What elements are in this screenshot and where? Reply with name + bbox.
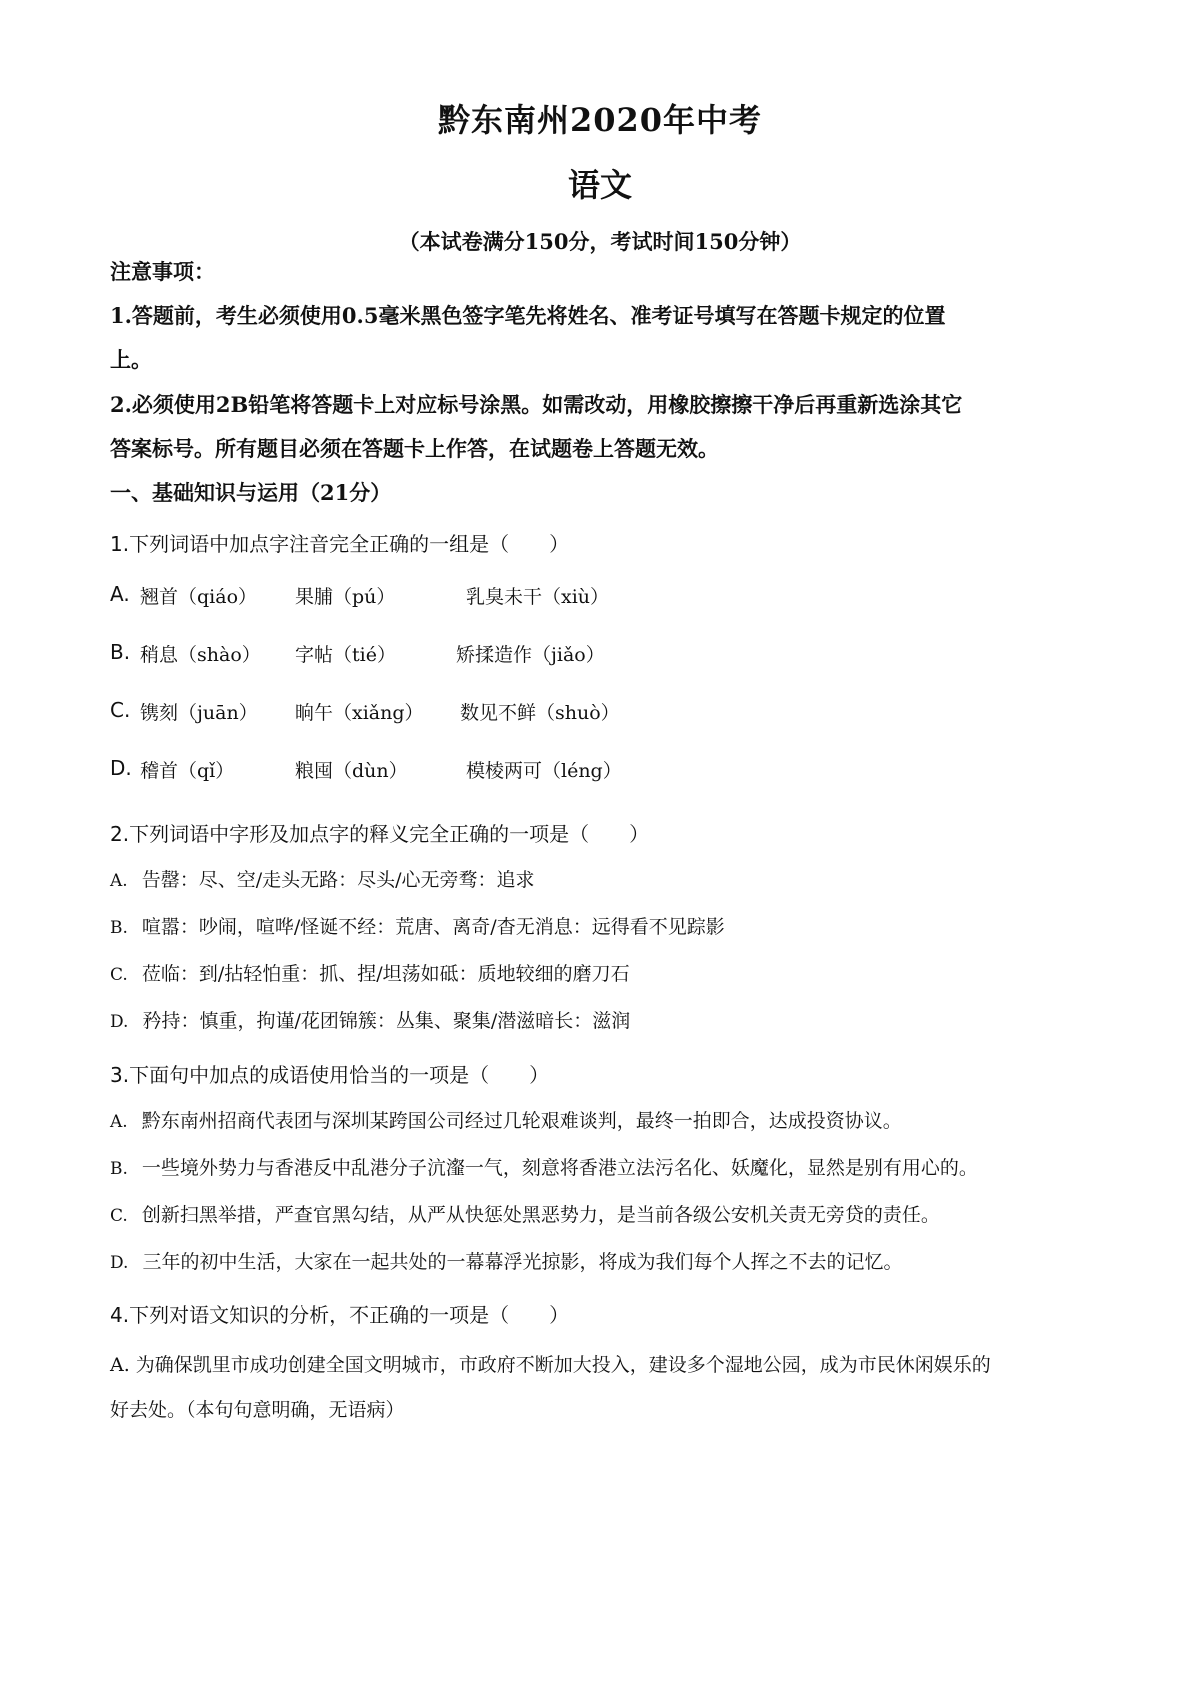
option-text: 三年的初中生活，大家在一起共处的一幕幕浮光掠影，将成为我们每个人挥之不去的记忆。: [142, 1251, 903, 1273]
question-4-option-a-line-2: 好去处。（本句句意明确，无语病）: [110, 1399, 405, 1421]
option-letter: B.: [110, 918, 128, 938]
instruction-2-line-2: 答案标号。所有题目必须在答题卡上作答，在试题卷上答题无效。: [110, 436, 719, 461]
instruction-1-line-2: 上。: [110, 347, 152, 372]
option-text: 黔东南州招商代表团与深圳某跨国公司经过几轮艰难谈判，最终一拍即合，达成投资协议。: [141, 1110, 902, 1132]
option-word-3: 乳臭未干（xiù）: [466, 586, 610, 608]
option-text: 告罄：尽、空/走头无路：尽头/心无旁骛：追求: [141, 869, 535, 891]
option-text: 莅临：到/拈轻怕重：抓、捏/坦荡如砥：质地较细的磨刀石: [141, 963, 630, 985]
question-2-option-d: [110, 1006, 630, 1033]
option-letter: C.: [110, 698, 131, 722]
question-3-option-c: [110, 1200, 940, 1227]
section-heading: 一、基础知识与运用（21分）: [110, 480, 392, 505]
option-letter: D.: [110, 1253, 129, 1273]
instructions-heading: 注意事项：: [110, 259, 215, 284]
option-word-1: 镌刻（juān）: [140, 702, 258, 724]
option-word-3: 模棱两可（léng）: [466, 760, 622, 782]
instruction-1-line-1: 1.答题前，考生必须使用0.5毫米黑色签字笔先将姓名、准考证号填写在答题卡规定的位置: [110, 303, 946, 328]
question-1-stem: 1.下列词语中加点字注音完全正确的一组是（ ）: [110, 532, 570, 556]
exam-title: 黔东南州2020年中考: [437, 101, 763, 139]
question-2-option-b: [110, 912, 725, 939]
question-3-option-b: [110, 1153, 978, 1180]
option-text: 喧嚣：吵闹，喧哗/怪诞不经：荒唐、离奇/杳无消息：远得看不见踪影: [141, 916, 725, 938]
option-word-1: 稽首（qǐ）: [140, 760, 235, 782]
option-letter: D.: [110, 1012, 129, 1032]
option-word-3: 数见不鲜（shuò）: [460, 702, 620, 724]
option-letter: D.: [110, 756, 132, 780]
exam-note: （本试卷满分150分，考试时间150分钟）: [398, 229, 802, 254]
option-letter: C.: [110, 1206, 128, 1226]
option-letter: B.: [110, 1159, 128, 1179]
option-text: 一些境外势力与香港反中乱港分子沆瀣一气，刻意将香港立法污名化、妖魔化，显然是别有用心的。: [141, 1157, 978, 1179]
option-letter: A.: [110, 871, 128, 891]
option-word-2: 果脯（pú）: [295, 586, 396, 608]
exam-subject: 语文: [567, 166, 632, 204]
question-2-option-a: [110, 865, 535, 892]
option-word-2: 粮囤（dùn）: [295, 760, 408, 782]
question-2-stem: 2.下列词语中字形及加点字的释义完全正确的一项是（ ）: [110, 822, 650, 846]
option-word-3: 矫揉造作（jiǎo）: [456, 644, 605, 666]
question-2-option-c: [110, 959, 630, 986]
option-letter: A.: [110, 1112, 128, 1132]
question-4-stem: 4.下列对语文知识的分析，不正确的一项是（ ）: [110, 1303, 570, 1327]
option-letter: C.: [110, 965, 128, 985]
option-text: 矜持：慎重，拘谨/花团锦簇：丛集、聚集/潜滋暗长：滋润: [142, 1010, 631, 1032]
question-3-option-d: [110, 1247, 902, 1274]
option-word-1: 稍息（shào）: [140, 644, 261, 666]
option-letter: B.: [110, 640, 131, 664]
question-4-option-a-line-1: A. 为确保凯里市成功创建全国文明城市，市政府不断加大投入，建设多个湿地公园，成为市民休闲娱乐的: [110, 1354, 991, 1376]
option-word-2: 晌午（xiǎng）: [295, 702, 424, 724]
question-3-option-a: [110, 1106, 902, 1133]
instruction-2-line-1: 2.必须使用2B铅笔将答题卡上对应标号涂黑。如需改动，用橡胶擦擦干净后再重新选涂其它: [110, 392, 963, 417]
option-text: 创新扫黑举措，严查官黑勾结，从严从快惩处黑恶势力，是当前各级公安机关责无旁贷的责任。: [141, 1204, 940, 1226]
question-3-stem: 3.下面句中加点的成语使用恰当的一项是（ ）: [110, 1063, 550, 1087]
option-word-2: 字帖（tié）: [295, 644, 396, 666]
option-word-1: 翘首（qiáo）: [140, 586, 258, 608]
option-letter: A.: [110, 582, 130, 606]
